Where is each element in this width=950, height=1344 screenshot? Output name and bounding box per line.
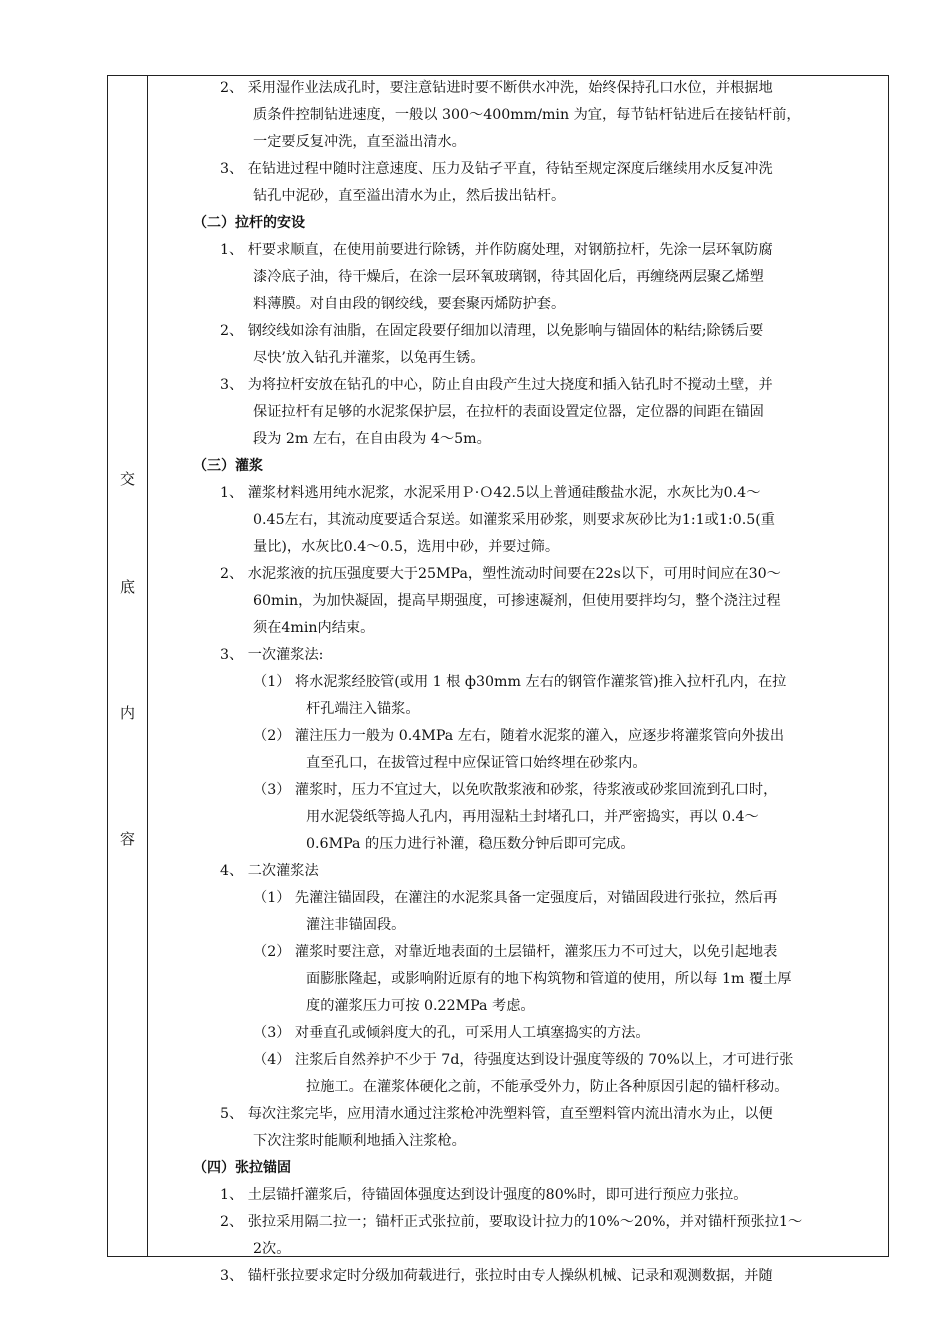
text-line: 60min，为加快凝固，提高早期强度，可掺速凝剂，但使用要拌均匀，整个浇注过程 bbox=[253, 593, 781, 609]
section-heading: （三）灌浆 bbox=[193, 458, 263, 474]
text-line: 3、 在钻进过程中随时注意速度、压力及钻孑平直，待钻至规定深度后继续用水反复冲洗 bbox=[220, 161, 773, 177]
text-line: 4、 二次灌浆法 bbox=[220, 863, 319, 879]
text-line: 2、 水泥浆液的抗压强度要大于25MPa，塑性流动时间要在22s以下，可用时间应在30～ bbox=[220, 566, 781, 582]
text-line: 钻孔中泥砂，直至溢出清水为止，然后拔出钻杆。 bbox=[253, 188, 566, 204]
text-line: 须在4min内结束。 bbox=[253, 620, 375, 636]
text-line: 0.45左右，其流动度要适合泵送。如灌浆采用砂浆，则要求灰砂比为1:1或1:0.5(重 bbox=[253, 512, 775, 528]
section-heading: （四）张拉锚固 bbox=[193, 1160, 291, 1176]
text-line: （3） 对垂直孔或倾斜度大的孔，可采用人工填塞捣实的方法。 bbox=[253, 1025, 650, 1041]
text-line: 2、 采用湿作业法成孔时，要注意钻进时要不断供水冲洗，始终保持孔口水位，并根据地 bbox=[220, 80, 773, 96]
text-line: 漆冷底子油，待干燥后，在涂一层环氧玻璃钢，待其固化后，再缠绕两层聚乙烯塑 bbox=[253, 269, 764, 285]
text-line: 2、 钢绞线如涂有油脂，在固定段要仔细加以清理，以免影响与锚固体的粘结;除锈后要 bbox=[220, 323, 764, 339]
text-line: 度的灌浆压力可按 0.22MPa 考虑。 bbox=[306, 998, 535, 1014]
text-line: （3） 灌浆时，压力不宜过大，以免吹散浆液和砂浆，待浆液或砂浆回流到孔口时， bbox=[253, 782, 778, 798]
text-line: 1、 杆要求顺直，在使用前要进行除锈，并作防腐处理，对钢筋拉杆，先涂一层环氧防腐 bbox=[220, 242, 773, 258]
text-line: 3、 一次灌浆法: bbox=[220, 647, 324, 663]
text-line: 2次。 bbox=[253, 1241, 291, 1257]
text-line: 质条件控制钻进速度，一般以 300～400mm/min 为宜，每节钻杆钻进后在接钻杆前， bbox=[253, 107, 801, 123]
text-line: 3、 为将拉杆安放在钻孔的中心，防止自由段产生过大挠度和插入钻孔时不搅动土壁，并 bbox=[220, 377, 773, 393]
text-line: 3、 锚杆张拉要求定时分级加荷载进行，张拉时由专人操纵机械、记录和观测数据，并随 bbox=[220, 1268, 773, 1284]
side-label-char-2: 底 bbox=[119, 578, 135, 596]
side-label-char-3: 内 bbox=[119, 704, 135, 722]
text-line: 拉施工。在灌浆体硬化之前，不能承受外力，防止各种原因引起的锚杆移动。 bbox=[306, 1079, 789, 1095]
text-line: 下次注浆时能顺利地插入注浆枪。 bbox=[253, 1133, 466, 1149]
text-line: 一定要反复冲洗，直至溢出清水。 bbox=[253, 134, 466, 150]
text-line: 2、 张拉采用隔二拉一；锚杆正式张拉前，要取设计拉力的10%～20%，并对锚杆预张拉1～ bbox=[220, 1214, 803, 1230]
text-line: 5、 每次注浆完毕，应用清水通过注浆枪冲洗塑料管，直至塑料管内流出清水为止，以便 bbox=[220, 1106, 773, 1122]
text-line: 尽快’放入钻孔并灌浆，以兔再生锈。 bbox=[253, 350, 485, 366]
text-line: 直至孔口，在拔管过程中应保证管口始终埋在砂浆内。 bbox=[306, 755, 647, 771]
text-line: 量比)，水灰比0.4～0.5，选用中砂，并要过筛。 bbox=[253, 539, 560, 555]
section-heading: （二）拉杆的安设 bbox=[193, 215, 305, 231]
text-line: 段为 2m 左右，在自由段为 4～5m。 bbox=[253, 431, 491, 447]
text-line: 1、 土层锚扦灌浆后，待锚固体强度达到设计强度的80%时，即可进行预应力张拉。 bbox=[220, 1187, 748, 1203]
text-line: 灌注非锚固段。 bbox=[306, 917, 406, 933]
column-divider bbox=[147, 76, 148, 1256]
text-line: 料薄膜。对自由段的钢绞线，要套聚丙烯防护套。 bbox=[253, 296, 566, 312]
text-line: （1） 先灌注锚固段，在灌注的水泥浆具备一定强度后，对锚固段进行张拉，然后再 bbox=[253, 890, 778, 906]
text-line: 1、 灌浆材料逃用纯水泥浆，水泥采用Ｐ·Ｏ42.5以上普通硅酸盐水泥，水灰比为0.4～ bbox=[220, 485, 761, 501]
side-label-char-4: 容 bbox=[119, 830, 135, 848]
text-line: （4） 注浆后自然养护不少于 7d，待强度达到设计强度等级的 70%以上，才可进行张 bbox=[253, 1052, 794, 1068]
side-label-char-1: 交 bbox=[119, 470, 135, 488]
text-line: 0.6MPa 的压力进行补灌，稳压数分钟后即可完成。 bbox=[306, 836, 635, 852]
text-line: 杆孔端注入锚浆。 bbox=[306, 701, 420, 717]
text-line: （2） 灌浆时要注意，对靠近地表面的土层锚杆，灌浆压力不可过大，以免引起地表 bbox=[253, 944, 778, 960]
text-line: （2） 灌注压力一般为 0.4MPa 左右，随着水泥浆的灌入，应逐步将灌浆管向外拔出 bbox=[253, 728, 785, 744]
text-line: （1） 将水泥浆经胶管(或用 1 根 ф30mm 左右的钢管作灌浆管)推入拉杆孔内，在拉 bbox=[253, 674, 787, 690]
text-line: 保证拉杆有足够的水泥浆保护层，在拉杆的表面设置定位器，定位器的间距在锚固 bbox=[253, 404, 764, 420]
text-line: 面膨胀隆起，或影响附近原有的地下构筑物和管道的使用，所以每 1m 覆土厚 bbox=[306, 971, 792, 987]
text-line: 用水泥袋纸等捣人孔内，再用湿粘土封堵孔口，并严密捣实，再以 0.4～ bbox=[306, 809, 759, 825]
